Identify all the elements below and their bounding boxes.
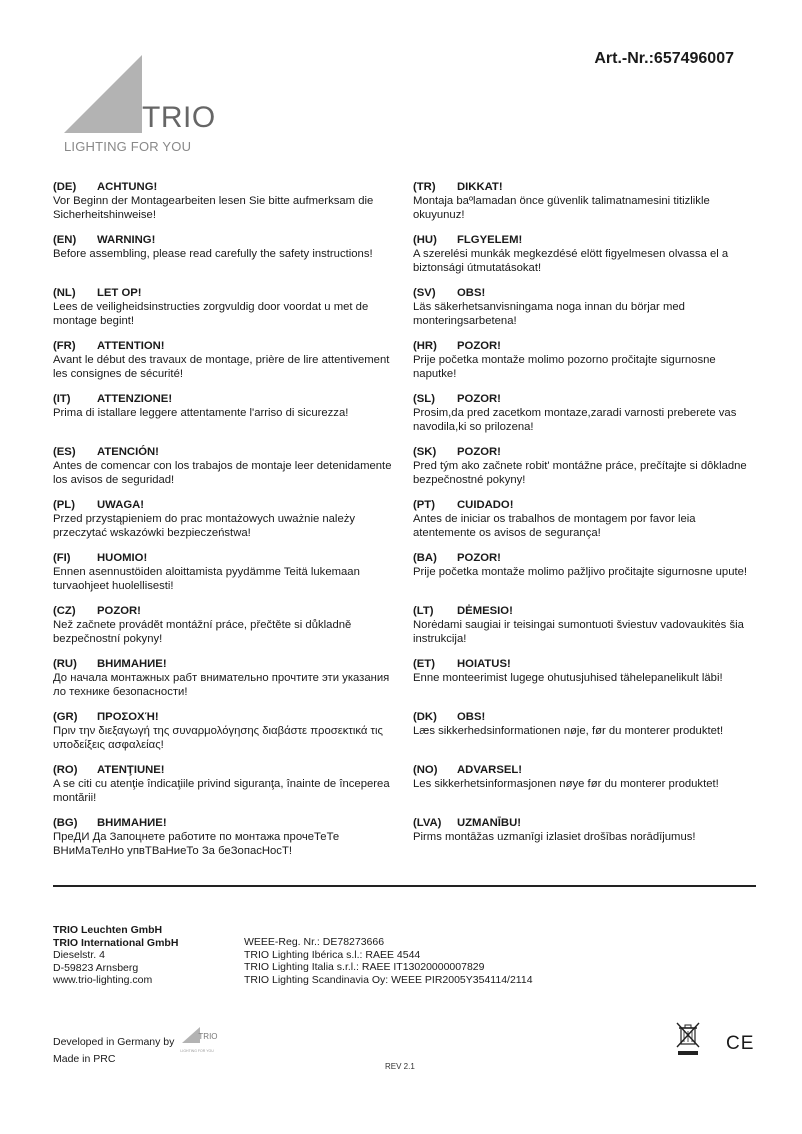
weee-line: TRIO Lighting Ibérica s.l.: RAEE 4544 (244, 948, 421, 961)
warning-en (53, 233, 398, 286)
lang-code: (RU) (53, 658, 77, 670)
warning-text: Pred tým ako začnete robit' montážne práce, prečítajte si dôkladne bezpečnostné pokyny! (413, 460, 747, 486)
warning-it (53, 392, 398, 445)
warning-title: POZOR! (457, 552, 501, 564)
logo-triangle-icon (64, 55, 150, 135)
warning-title: ACHTUNG! (97, 181, 158, 193)
warning-text: Antes de iniciar os trabalhos de montagem por favor leia atentemente os avisos de segurança! (413, 513, 696, 539)
lang-code: (BA) (413, 552, 437, 564)
lang-code: (DE) (53, 181, 77, 193)
lang-code: (PL) (53, 499, 75, 511)
logo-brand: TRIO (142, 101, 216, 134)
warning-es (53, 445, 398, 498)
warning-text: Antes de comencar con los trabajos de montaje leer detenidamente los avisos de seguridad! (53, 460, 392, 486)
company-name: TRIO Leuchten GmbH (53, 924, 163, 936)
lang-code: (ES) (53, 446, 76, 458)
lang-code: (CZ) (53, 605, 76, 617)
warning-text: A szerelési munkák megkezdésé elött figyelmesen olvassa el a biztonsági útmutatásokat! (413, 248, 729, 274)
warning-ru (53, 657, 398, 710)
warning-title: CUIDADO! (457, 499, 514, 511)
warning-text: Prima di istallare leggere attentamente l'arriso di sicurezza! (53, 407, 349, 419)
warning-title: FLGYELEM! (457, 234, 523, 246)
warning-title: ВНИМАНИЕ! (97, 658, 167, 670)
warning-sv (413, 286, 758, 339)
warning-title: POZOR! (457, 340, 501, 352)
warning-text: Πριν την διεξαγωγή της συναρμολόγησης διαβάστε προσεκτικά τις υποδείξεις ασφαλείας! (53, 725, 383, 751)
warning-dk (413, 710, 758, 763)
warning-text: Avant le début des travaux de montage, prière de lire attentivement les consignes de sécurité! (53, 354, 390, 380)
warning-title: ATENŢIUNE! (97, 764, 165, 776)
weee-line: TRIO Lighting Italia s.r.l.: RAEE IT13020000007829 (244, 961, 485, 973)
warning-fi (53, 551, 398, 604)
warning-sl (413, 392, 758, 445)
small-trio-logo (180, 1031, 222, 1053)
warning-title: DIKKAT! (457, 181, 503, 193)
warning-bg (53, 816, 398, 869)
warning-text: A se citi cu atenţie îndicaţiile privind siguranţa, înainte de începerea montării! (53, 778, 390, 804)
warning-title: POZOR! (97, 605, 141, 617)
warning-title: OBS! (457, 287, 486, 299)
warnings-left-column (53, 180, 398, 869)
lang-code: (PT) (413, 499, 435, 511)
lang-code: (BG) (53, 817, 78, 829)
warning-pl (53, 498, 398, 551)
footer-divider (53, 885, 756, 887)
lang-code: (RO) (53, 764, 78, 776)
warning-title: UZMANĪBU! (457, 817, 522, 829)
warning-title: ADVARSEL! (457, 764, 523, 776)
lang-code: (GR) (53, 711, 78, 723)
made-in-text: Made in PRC (53, 1053, 116, 1065)
warning-text: ПреДИ Да Запоцнете работите по монтажа прочеТеТе ВНиМаТелНо упвТВаНиеТо За беЗопасНосТ! (53, 831, 340, 857)
warning-text: Vor Beginn der Montagearbeiten lesen Sie bitte aufmerksam die Sicherheitshinweise! (53, 195, 374, 221)
warning-title: DĖMESIO! (457, 605, 513, 617)
warning-tr (413, 180, 758, 233)
lang-code: (NO) (413, 764, 438, 776)
warning-text: Prije početka montaže molimo pozorno pročitajte sigurnosne naputke! (413, 354, 716, 380)
warning-title: LET OP! (97, 287, 142, 299)
warning-text: Les sikkerhetsinformasjonen nøye før du monterer produktet! (413, 778, 719, 790)
warning-title: ATTENZIONE! (97, 393, 173, 405)
warning-ba (413, 551, 758, 604)
warning-de (53, 180, 398, 233)
website-link[interactable]: www.trio-lighting.com (53, 974, 153, 986)
lang-code: (IT) (53, 393, 71, 405)
lang-code: (SL) (413, 393, 435, 405)
warning-et (413, 657, 758, 710)
revision-label: REV 2.1 (385, 1062, 415, 1071)
warning-title: ATENCIÓN! (97, 446, 159, 458)
logo-tagline: LIGHTING FOR YOU (64, 139, 192, 154)
warning-title: ΠΡΟΣΟΧΉ! (97, 711, 159, 723)
warning-title: ВНИМАНИЕ! (97, 817, 167, 829)
lang-code: (DK) (413, 711, 437, 723)
warning-text: Lees de veiligheidsinstructies zorgvuldig door voordat u met de montage begint! (53, 301, 369, 327)
warning-title: POZOR! (457, 393, 501, 405)
warning-title: ATTENTION! (97, 340, 165, 352)
company-name: TRIO International GmbH (53, 936, 179, 949)
warning-title: UWAGA! (97, 499, 145, 511)
warning-text: Než začnete provádět montážní práce, přečtěte si důkladně bezpečnostní pokyny! (53, 619, 352, 645)
warning-title: HOIATUS! (457, 658, 511, 670)
warning-nl (53, 286, 398, 339)
lang-code: (LVA) (413, 817, 442, 829)
small-logo-tagline: LIGHTING FOR YOU (180, 1049, 214, 1053)
warning-sk (413, 445, 758, 498)
warning-text: Montaja baºlamadan önce güvenlik talimatnamesini titizlikle okuyunuz! (413, 195, 710, 221)
warning-no (413, 763, 758, 816)
warnings-right-column (413, 180, 758, 869)
warning-cz (53, 604, 398, 657)
warning-pt (413, 498, 758, 551)
weee-crossed-bin-icon (676, 1022, 700, 1056)
warning-lva (413, 816, 758, 869)
warning-text: Ennen asennustöiden aloittamista pyydämme Teitä lukemaan turvaohjeet huolellisesti! (53, 566, 360, 592)
warning-text: До начала монтажных рабт внимательно прочтите эти указания ло технике безопасности! (53, 672, 390, 698)
warning-text: Before assembling, please read carefully the safety instructions! (53, 248, 373, 260)
warning-text: Enne monteerimist lugege ohutusjuhised tähelepanelikult läbi! (413, 672, 723, 684)
warning-ro (53, 763, 398, 816)
warning-hu (413, 233, 758, 286)
lang-code: (EN) (53, 234, 77, 246)
warning-text: Læs sikkerhedsinformationen nøje, før du monterer produktet! (413, 725, 724, 737)
developed-by-text: Developed in Germany by (53, 1035, 175, 1048)
weee-line: WEEE-Reg. Nr.: DE78273666 (244, 936, 385, 948)
lang-code: (FR) (53, 340, 76, 352)
warning-title: POZOR! (457, 446, 501, 458)
lang-code: (LT) (413, 605, 434, 617)
trio-logo (64, 55, 224, 160)
lang-code: (NL) (53, 287, 76, 299)
warning-hr (413, 339, 758, 392)
lang-code: (FI) (53, 552, 71, 564)
lang-code: (HR) (413, 340, 437, 352)
lang-code: (HU) (413, 234, 437, 246)
weee-registrations (244, 936, 533, 986)
warning-text: Pirms montāžas uzmanīgi izlasiet drošības norādījumus! (413, 831, 696, 843)
warning-fr (53, 339, 398, 392)
small-logo-brand: TRIO (198, 1032, 218, 1041)
origin-info (53, 1031, 222, 1066)
address-line: D-59823 Arnsberg (53, 961, 139, 974)
warning-text: Prosim,da pred zacetkom montaze,zaradi varnosti preberete vas navodila,ki so prilozena! (413, 407, 737, 433)
warning-text: Läs säkerhetsanvisningama noga innan du börjar med monteringsarbetena! (413, 301, 685, 327)
article-number: Art.-Nr.:657496007 (594, 50, 734, 67)
lang-code: (ET) (413, 658, 435, 670)
lang-code: (SV) (413, 287, 436, 299)
warning-lt (413, 604, 758, 657)
warning-title: HUOMIO! (97, 552, 148, 564)
warning-text: Przed przystąpieniem do prac montażowych uważnie należy przeczytać wskazówki bezpieczeństwa! (53, 513, 356, 539)
warning-gr (53, 710, 398, 763)
company-info (53, 924, 178, 987)
warning-text: Norėdami saugiai ir teisingai sumontuoti šviestuv vadovaukitės šia instrukcija! (413, 619, 744, 645)
ce-mark: CE (726, 1033, 755, 1054)
weee-line: TRIO Lighting Scandinavia Oy: WEEE PIR2005Y354114/2114 (244, 973, 533, 986)
address-line: Dieselstr. 4 (53, 949, 105, 961)
warning-text: Prije početka montaže molimo pažljivo pročitajte sigurnosne upute! (413, 566, 748, 578)
lang-code: (TR) (413, 181, 436, 193)
warning-title: OBS! (457, 711, 486, 723)
lang-code: (SK) (413, 446, 437, 458)
warning-title: WARNING! (97, 234, 156, 246)
